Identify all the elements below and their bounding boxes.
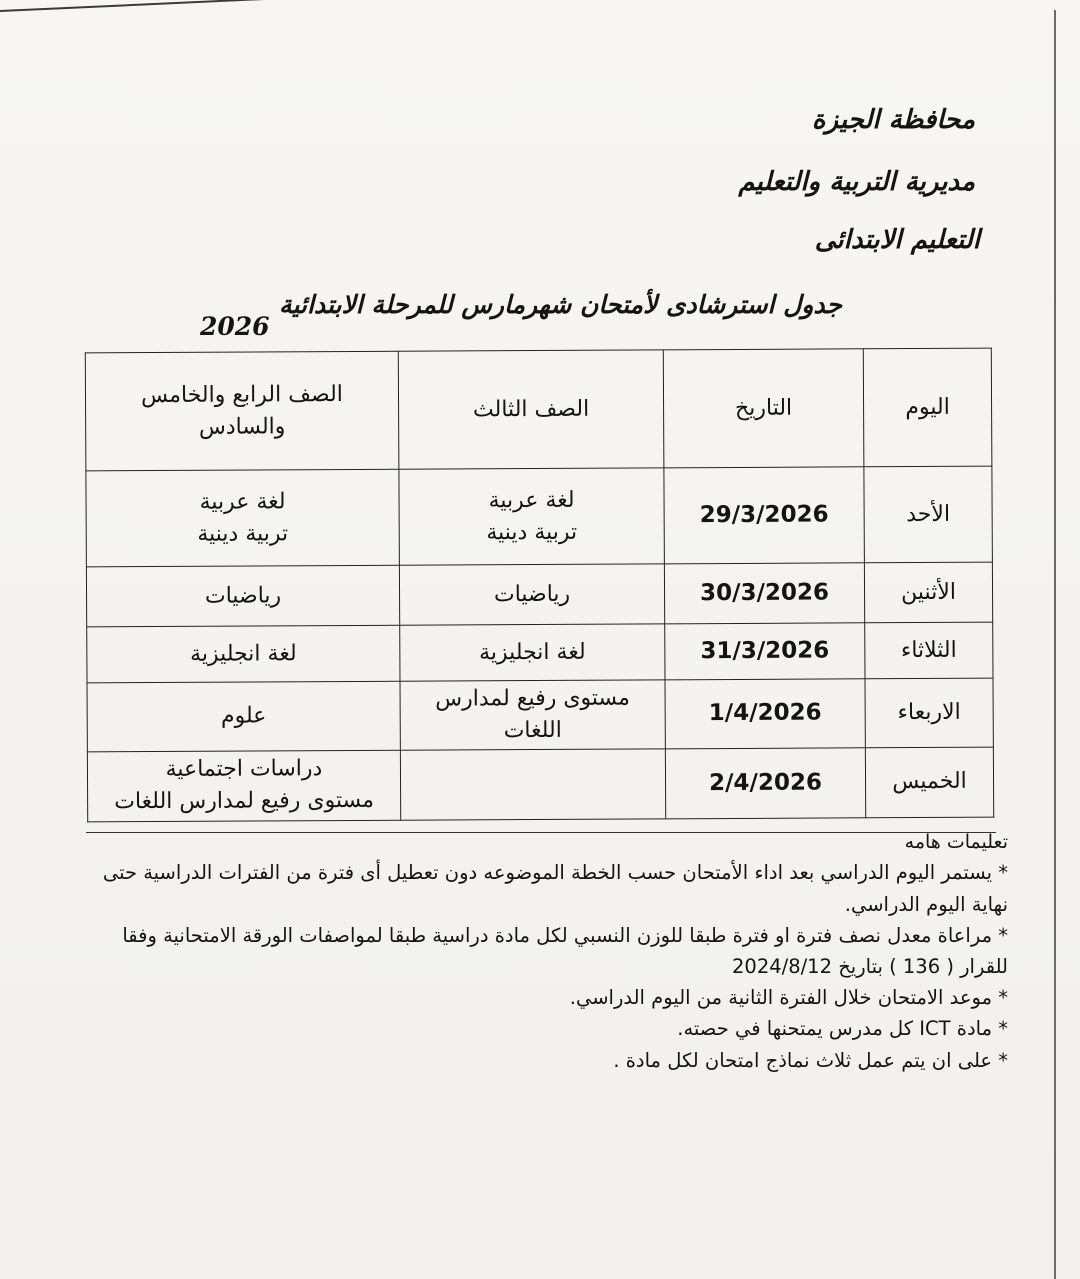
cell-subject: رياضيات bbox=[204, 582, 282, 609]
cell-grade3 bbox=[399, 564, 664, 625]
exam-schedule-table bbox=[85, 348, 994, 823]
table-row bbox=[87, 622, 993, 683]
cell-grade456 bbox=[86, 469, 399, 567]
cell-subject: لغة عربية bbox=[488, 487, 575, 513]
instruction-item: * على ان يتم عمل ثلاث نماذج امتحان لكل مادة . bbox=[613, 1048, 1008, 1072]
cell-subject: اللغات bbox=[503, 717, 562, 744]
cell-subject: لغة عربية bbox=[199, 488, 286, 515]
instruction-item: * مادة ICT كل مدرس يمتحنها في حصته. bbox=[677, 1017, 1008, 1041]
table-row bbox=[86, 466, 992, 567]
cell-day: الاربعاء bbox=[865, 678, 993, 747]
instruction-item: * مراعاة معدل نصف فترة او فترة طبقا للوزن النسبي لكل مادة دراسية طبقا لمواصفات الورقة الامتحانية وفقا للقرار ( 136 ) بتاريخ 2024/8/12 bbox=[122, 923, 1008, 978]
cell-grade456 bbox=[87, 625, 400, 683]
instructions-heading: تعليمات هامه bbox=[904, 831, 1008, 853]
table-row bbox=[87, 747, 993, 822]
cell-date: 29/3/2026 bbox=[664, 467, 864, 564]
cell-grade3 bbox=[400, 624, 665, 681]
paper-right-edge bbox=[1054, 10, 1056, 1279]
governorate-label: محافظة الجيزة bbox=[811, 105, 975, 135]
department-label: التعليم الابتدائى bbox=[814, 225, 980, 255]
header-day: اليوم bbox=[863, 348, 992, 467]
cell-subject: تربية دينية bbox=[486, 519, 578, 545]
cell-grade3 bbox=[400, 680, 665, 750]
cell-grade456 bbox=[87, 750, 400, 822]
table-row bbox=[87, 678, 993, 752]
paper-edge-line bbox=[0, 0, 1058, 68]
cell-subject: علوم bbox=[220, 703, 267, 729]
cell-grade456 bbox=[87, 681, 400, 751]
header-date: التاريخ bbox=[663, 349, 864, 468]
cell-day: الأثنين bbox=[864, 562, 992, 623]
directorate-label: مديرية التربية والتعليم bbox=[738, 167, 975, 197]
header-grade3: الصف الثالث bbox=[398, 350, 664, 469]
cell-subject: مستوى رفيع لمدارس bbox=[435, 685, 630, 712]
cell-subject: دراسات اجتماعية bbox=[165, 756, 323, 783]
cell-subject bbox=[407, 784, 659, 785]
cell-subject: رياضيات bbox=[493, 581, 571, 607]
cell-date: 30/3/2026 bbox=[664, 563, 864, 624]
table-header-row bbox=[85, 348, 992, 471]
cell-grade3 bbox=[400, 749, 665, 820]
instruction-item: * موعد الامتحان خلال الفترة الثانية من اليوم الدراسي. bbox=[569, 986, 1008, 1010]
header-grade456-line2: والسادس bbox=[198, 413, 286, 440]
table-row bbox=[86, 562, 992, 627]
header-grade456-line1: الصف الرابع والخامس bbox=[141, 381, 343, 408]
instruction-item: * يستمر اليوم الدراسي بعد اداء الأمتحان حسب الخطة الموضوعه دون تعطيل أى فترة من الفترات الدراسية حتى نهاية اليوم الدراسي. bbox=[102, 861, 1008, 916]
cell-subject: لغة انجليزية bbox=[479, 639, 586, 665]
cell-grade456 bbox=[86, 565, 399, 627]
cell-day: الخميس bbox=[865, 747, 993, 818]
cell-grade3 bbox=[399, 468, 664, 565]
cell-subject: لغة انجليزية bbox=[190, 640, 297, 667]
cell-subject: مستوى رفيع لمدارس اللغات bbox=[114, 788, 375, 815]
cell-date: 31/3/2026 bbox=[665, 623, 865, 680]
schedule-title: جدول استرشادى لأمتحان شهرمارس للمرحلة الابتدائية bbox=[279, 290, 842, 319]
schedule-year: 2026 bbox=[200, 312, 270, 341]
cell-date: 2/4/2026 bbox=[665, 748, 865, 819]
instructions-section bbox=[98, 827, 1008, 1076]
cell-day: الأحد bbox=[864, 466, 993, 563]
header-grade456 bbox=[85, 351, 399, 471]
cell-subject: تربية دينية bbox=[197, 520, 289, 547]
cell-day: الثلاثاء bbox=[865, 622, 993, 679]
cell-date: 1/4/2026 bbox=[665, 679, 865, 749]
